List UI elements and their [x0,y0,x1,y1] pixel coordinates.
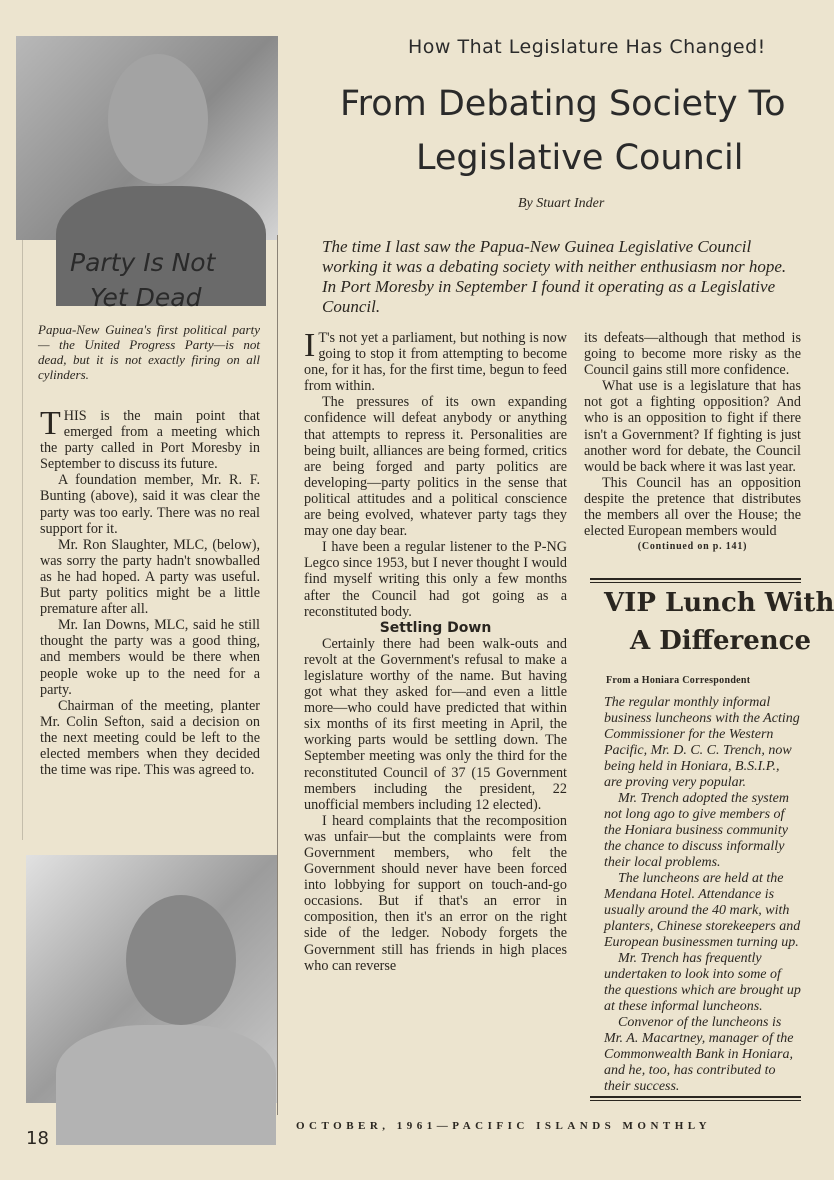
page-number: 18 [26,1128,49,1149]
article-column-1 [304,327,567,1112]
paragraph: HIS is the main point that emerged from a meeting which the party called in Port Moresby in September to discuss its future. [40,408,260,473]
vip-title-line-2: A Difference [630,626,812,656]
intro-paragraph: The time I last saw the Papua-New Guinea Legislative Council working it was a debating society with neither enthusiasm nor hope. In Port Moresby in September I found it operating as a Legislative Council. [322,237,787,316]
column-rule [277,235,278,1115]
vip-body [604,695,801,1094]
paragraph: The luncheons are held at the Mendana Hotel. Attendance is usually around the 40 mark, with planters, Chinese storekeepers and European businessmen turning up. [604,871,801,950]
vip-dateline: From a Honiara Correspondent [606,675,751,686]
running-footer: OCTOBER, 1961—PACIFIC ISLANDS MONTHLY [296,1120,712,1132]
sidebar-body [40,405,260,848]
paragraph: The regular monthly informal business luncheons with the Acting Commissioner for the Western Pacific, Mr. D. C. C. Trench, now being held in Honiara, B.S.I.P., are proving very popular. [604,695,800,790]
paragraph: This Council has an opposition despite the pretence that distributes the members all over the House; the elected European members would [584,474,801,540]
headline-line-1: From Debating Society To [340,84,786,124]
paragraph: Mr. Trench adopted the system not long ago to give members of the Honiara business community the chance to discuss informally their local problems. [604,791,789,870]
sidebar-subtitle: Papua-New Guinea's first political party — the United Progress Party—is not dead, but it is not exactly firing on all cylinders. [38,322,260,382]
continued-note: (Continued on p. 141) [637,541,748,553]
sidebar-title-line-2: Yet Dead [90,283,202,312]
section-divider [590,578,801,580]
vip-title-line-1: VIP Lunch With [604,588,834,618]
subheading: Settling Down [379,619,492,636]
portrait-photo-bunting [16,36,278,240]
section-divider [590,582,801,583]
paragraph: Certainly there had been walk-outs and revolt at the Government's refusal to make a legislature worthy of the name. But having got what they asked for—and even a little more—who could have predicted that within six months of its first meeting in April, the working parts would be settling down. The September meeting was only the third for the reconstituted Council of 37 (15 Government members including the president, 22 unofficial members including 12 elected). [304,635,567,813]
paragraph: Mr. Ron Slaughter, MLC, (below), was sorry the party hadn't snowballed as he had hoped. A party was useful. But party politics might be a little premature after all. [40,536,260,618]
paragraph: The pressures of its own expanding confidence will defeat anybody or anything that attempts to repress it. Personalities are being built, alliances are being formed, critics are being forged and party politics are developing—party politics in the sense that political attitudes and a political conscience are being evolved, whatever party tags they may one day bear. [304,394,567,540]
byline: By Stuart Inder [518,196,605,211]
paragraph: I heard complaints that the recomposition was unfair—but the complaints were from Government members, who felt the Government should never have been forced into lobbying for support on touch-and-go occasions. But if that's an error in composition, then it's an error on the right side of the ledger. Nobody forgets the Government still has friends in high places who can reverse [304,812,567,974]
paragraph: Mr. Trench has frequently undertaken to look into some of the questions which are brought up at these informal luncheons. [604,951,801,1014]
paragraph: its defeats—although that method is going to become more risky as the Council gains still more confidence. [584,330,801,379]
paragraph: T's not yet a parliament, but nothing is now going to stop it from attempting to become one, for it has, for the first time, begun to feed from within. [304,330,567,395]
article-column-2 [584,330,801,578]
column-rule [22,240,23,840]
sidebar-title-line-1: Party Is Not [70,248,216,277]
paragraph: Convenor of the luncheons is Mr. A. Macartney, manager of the Commonwealth Bank in Honiara, and he, too, has contributed to their success. [604,1015,794,1094]
section-divider [590,1100,801,1101]
paragraph: Chairman of the meeting, planter Mr. Colin Sefton, said a decision on the next meeting could be left to the elected members when they decided the time was ripe. This was agreed to. [40,697,260,779]
headline-line-2: Legislative Council [416,138,744,178]
paragraph: I have been a regular listener to the P-NG Legco since 1953, but I never thought I would find myself writing this only a few months after the Council had got going as a reconstituted body. [304,539,567,620]
drop-cap: I [304,327,316,364]
paragraph: A foundation member, Mr. R. F. Bunting (above), said it was clear the party was too early. There was no real support for it. [40,472,260,537]
article-kicker: How That Legislature Has Changed! [408,36,766,58]
section-divider [590,1096,801,1098]
paragraph: What use is a legislature that has not got a fighting opposition? And who is an opposition to fight if there isn't a Government? If fighting is just another word for debate, the Council would be back where it was last year. [584,378,801,475]
portrait-photo-slaughter [26,855,278,1103]
paragraph: Mr. Ian Downs, MLC, said he still thought the party was a good thing, and members would be there when people woke up to the need for a party. [40,617,260,698]
drop-cap: T [40,405,61,442]
